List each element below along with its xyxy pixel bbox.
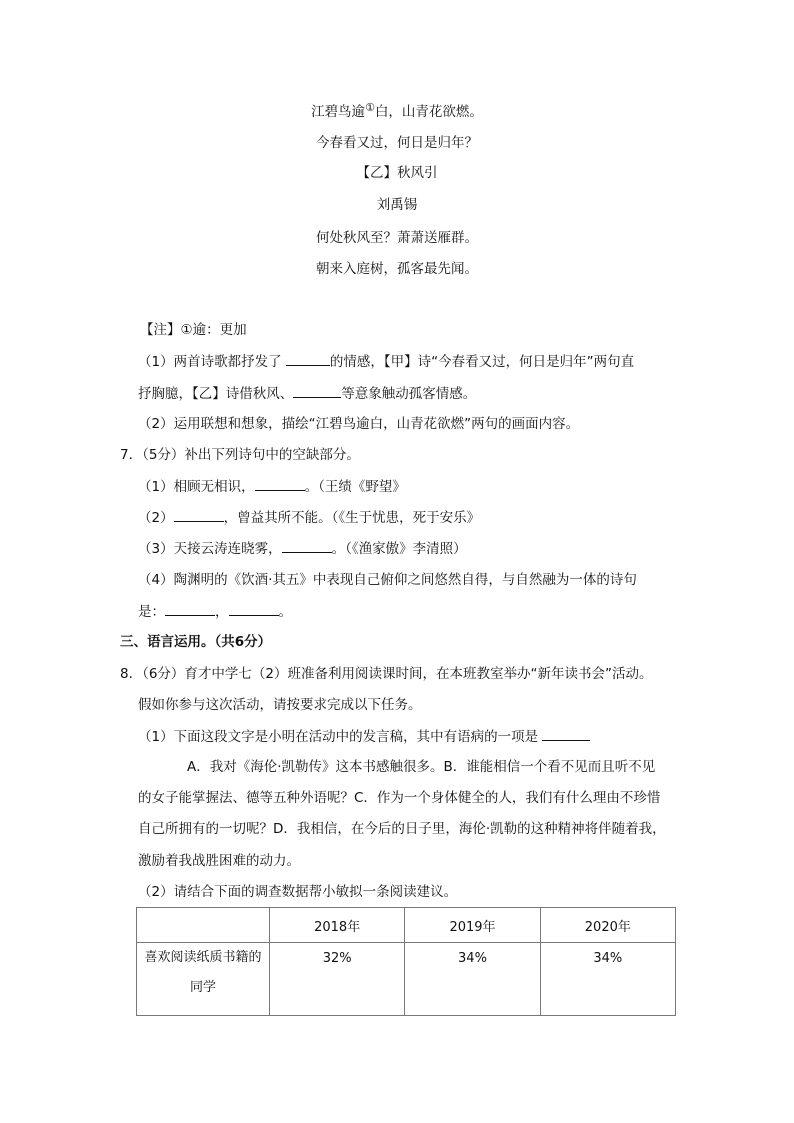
poem-yi-title: 【乙】秋风引 [356,165,438,181]
text: ， [215,604,229,620]
row-label-line: 喜欢阅读纸质书籍的 [144,950,262,965]
text: 等意象触动孤客情感。 [341,386,477,402]
poem-jia-line-2: 今春看又过，何日是归年？ [316,135,478,151]
text: 。（王绩《野望》 [304,479,406,495]
poem-yi-line-1: 何处秋风至？萧萧送雁群。 [316,230,478,246]
table-header-row [137,908,676,943]
q8-paragraph-line4: 激励着我战胜困难的动力。 [138,853,300,869]
text: 。 [278,604,292,620]
poem-yi-author: 刘禹锡 [376,197,418,213]
q8-stem-line1: 8．（6分）育才中学七（2）班准备利用阅读课时间，在本班教室举办“新年读书会”活动。 [120,666,653,682]
answer-blank[interactable] [293,383,341,398]
text: （3）天接云涛连晓雾， [138,541,282,557]
table-header-cell: 2020年 [540,908,675,943]
row-label-line: 同学 [189,980,216,995]
text: 抒胸臆，【乙】诗借秋风、 [138,386,294,402]
q8-paragraph-line2: 的女子能掌握法、德等五种外语呢？C．作为一个身体健全的人，我们有什么理由不珍惜 [138,790,661,806]
poem-jia-line-1 [0,102,794,123]
table-row [137,943,676,1016]
q7-item-2 [138,507,480,528]
text: 是： [138,604,165,620]
text: 的情感，【甲】诗“今春看又过，何日是归年”两句直 [329,354,635,370]
q8-part2: （2）请结合下面的调查数据帮小敏拟一条阅读建议。 [138,884,458,900]
answer-blank[interactable] [174,507,224,522]
footnote: 【注】①逾：更加 [140,322,247,338]
q7-item-4-line2 [138,601,292,622]
table-header-cell [137,908,270,943]
q8-paragraph-line3: 自己所拥有的一切呢？D．我相信，在今后的日子里，海伦·凯勒的这种精神将伴随着我， [138,821,666,837]
poem-yi-line-2: 朝来入庭树，孤客最先闻。 [316,261,478,277]
text: 。（《渔家傲》李清照） [331,541,467,557]
poem-text: 江碧鸟逾 [311,104,366,120]
q7-item-3 [138,538,467,559]
answer-blank[interactable] [255,476,305,491]
q8-paragraph-line1: A．我对《海伦·凯勒传》这本书感触很多。B．谁能相信一个看不见而且听不见 [187,759,656,775]
q6-part2: （2）运用联想和想象，描绘“江碧鸟逾白，山青花欲燃”两句的画面内容。 [138,416,580,432]
table-header-cell: 2018年 [270,908,405,943]
text: ，曾益其所不能。（《生于忧患，死于安乐》 [223,510,481,526]
answer-blank[interactable] [286,351,330,366]
text: （1）下面这段文字是小明在活动中的发言稿，其中有语病的一项是 [138,729,543,745]
answer-blank[interactable] [282,538,332,553]
q7-title: 7．（5分）补出下列诗句中的空缺部分。 [120,447,360,463]
answer-blank[interactable] [165,601,215,616]
footnote-marker: ① [365,101,375,114]
survey-table [136,907,676,1016]
table-header-cell: 2019年 [405,908,540,943]
q8-part1 [138,726,590,747]
q7-item-4-line1: （4）陶渊明的《饮酒·其五》中表现自己俯仰之间悠然自得，与自然融为一体的诗句 [138,572,637,588]
table-row-label [137,943,270,1016]
text: （2） [138,510,174,526]
table-cell: 34% [540,943,675,1016]
answer-blank[interactable] [542,726,590,741]
q6-part1-line1 [138,351,634,372]
q7-item-1 [138,476,406,497]
poem-text: 白，山青花欲燃。 [374,104,483,120]
section-heading: 三、语言运用。（共6分） [120,634,272,650]
q8-stem-line2: 假如你参与这次活动，请按要求完成以下任务。 [138,697,422,713]
answer-blank[interactable] [229,601,279,616]
text: （1）相顾无相识， [138,479,255,495]
table-cell: 34% [405,943,540,1016]
text: （1）两首诗歌都抒发了 [138,354,286,370]
q6-part1-line2 [138,383,476,404]
table-cell: 32% [270,943,405,1016]
